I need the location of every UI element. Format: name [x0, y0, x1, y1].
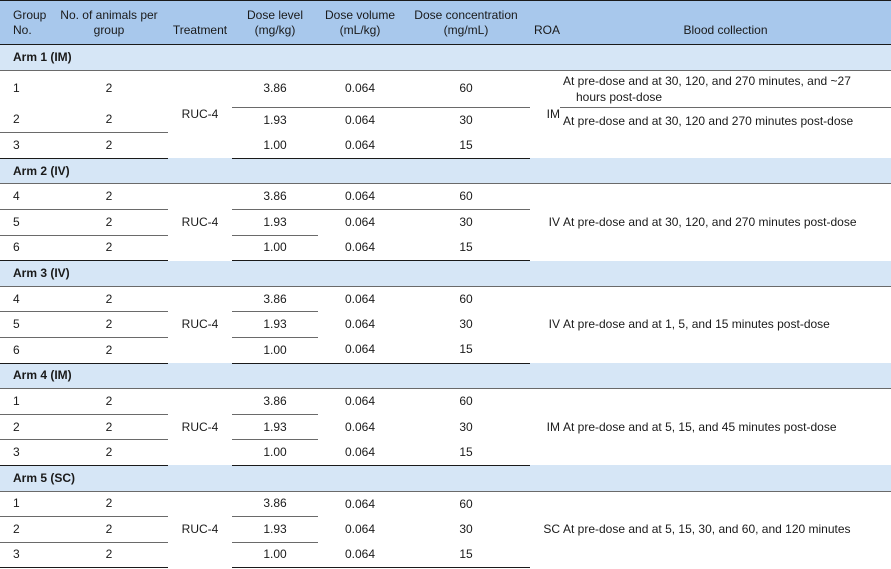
animals-cell: 2	[50, 70, 168, 107]
dose-level-cell: 1.93	[232, 312, 318, 338]
roa-cell: IM	[530, 389, 560, 466]
blood-collection-line: At pre-dose and at 30, 120, and 270 minutes, and ~27	[563, 73, 851, 88]
header-animals: No. of animals per group	[50, 1, 168, 45]
header-treatment: Treatment	[168, 1, 232, 45]
blood-collection-cell: At pre-dose and at 5, 15, and 45 minutes post-dose	[560, 389, 891, 466]
arm-heading-row	[0, 45, 891, 71]
dose-volume-cell: 0.064	[318, 491, 402, 517]
arm-title: Arm 4 (IM)	[0, 363, 891, 389]
treatment-cell: RUC-4	[168, 286, 232, 363]
dose-level-cell: 1.00	[232, 235, 318, 261]
header-dose-concentration: Dose concentration (mg/mL)	[402, 1, 530, 45]
animals-cell: 2	[50, 337, 168, 363]
arm-title: Arm 2 (IV)	[0, 158, 891, 184]
concentration-cell: 15	[402, 133, 530, 159]
group-cell: 2	[0, 414, 50, 440]
header-dose-level: Dose level (mg/kg)	[232, 1, 318, 45]
blood-collection-line: hours post-dose	[576, 89, 663, 104]
dose-level-cell: 3.86	[232, 286, 318, 312]
treatment-cell: RUC-4	[168, 389, 232, 466]
dose-level-cell: 1.00	[232, 337, 318, 363]
animals-cell: 2	[50, 414, 168, 440]
table-header-row	[0, 1, 891, 45]
roa-cell: IV	[530, 286, 560, 363]
concentration-cell: 60	[402, 389, 530, 415]
concentration-cell: 30	[459, 521, 473, 536]
group-cell: 3	[0, 440, 50, 466]
animals-cell: 2	[50, 389, 168, 415]
treatment-cell: RUC-4	[168, 70, 232, 158]
blood-collection-cell: At pre-dose and at 30, 120, and 270 minutes post-dose	[560, 184, 891, 261]
dose-volume-cell: 0.064	[318, 133, 402, 159]
animals-cell: 2	[105, 112, 113, 127]
dose-volume-cell: 0.064	[318, 184, 402, 210]
group-cell: 5	[0, 209, 50, 235]
group-cell: 3	[0, 133, 50, 159]
arm-heading-row	[0, 363, 891, 389]
arm-title: Arm 5 (SC)	[0, 465, 891, 491]
blood-collection-cell: At pre-dose and at 30, 120 and 270 minutes post-dose	[560, 107, 891, 158]
concentration-cell: 60	[402, 70, 530, 107]
concentration-cell: 15	[402, 542, 530, 568]
blood-collection-cell: At pre-dose and at 1, 5, and 15 minutes post-dose	[560, 286, 891, 363]
header-roa: ROA	[530, 1, 560, 45]
dose-level-cell: 1.93	[232, 107, 318, 133]
roa-cell: IV	[530, 184, 560, 261]
animals-cell: 2	[50, 312, 168, 338]
group-cell: 4	[0, 184, 50, 210]
dose-volume-cell: 0.064	[344, 317, 376, 332]
group-cell: 1	[0, 70, 50, 107]
concentration-cell: 30	[402, 107, 530, 133]
animals-cell: 2	[50, 209, 168, 235]
concentration-cell: 60	[402, 286, 530, 312]
dose-level-cell: 1.93	[232, 517, 318, 543]
dose-level-cell: 3.86	[232, 491, 318, 517]
animals-cell: 2	[50, 542, 168, 568]
blood-collection-cell: At pre-dose and at 5, 15, 30, and 60, and 120 minutes	[560, 491, 891, 568]
concentration-cell: 15	[402, 440, 530, 466]
dose-volume-cell: 0.064	[318, 337, 402, 363]
group-cell: 3	[0, 542, 50, 568]
table-row	[0, 70, 891, 107]
dose-volume-cell: 0.064	[318, 235, 402, 261]
dose-level-cell: 1.00	[232, 133, 318, 159]
animals-cell: 2	[50, 517, 168, 543]
group-cell: 1	[0, 491, 50, 517]
dose-volume-cell: 0.064	[318, 286, 402, 312]
dose-volume-cell: 0.064	[318, 209, 402, 235]
table-row	[0, 184, 891, 210]
group-cell: 5	[0, 312, 50, 338]
header-group-no: Group No.	[0, 1, 50, 45]
arm-heading-row	[0, 465, 891, 491]
roa-cell: SC	[530, 491, 560, 568]
arm-heading-row	[0, 158, 891, 184]
group-cell: 2	[13, 112, 20, 127]
dose-volume-cell: 0.064	[318, 107, 402, 133]
table-row	[0, 286, 891, 312]
concentration-cell: 60	[402, 184, 530, 210]
dose-level-cell: 3.86	[232, 389, 318, 415]
dose-volume-cell: 0.064	[318, 389, 402, 415]
table-row	[0, 107, 891, 133]
treatment-cell: RUC-4	[168, 184, 232, 261]
group-cell: 2	[0, 517, 50, 543]
dose-volume-cell: 0.064	[318, 70, 402, 107]
arm-title: Arm 1 (IM)	[0, 45, 891, 71]
dose-volume-cell: 0.064	[344, 521, 376, 536]
animals-cell: 2	[50, 440, 168, 466]
arm-heading-row	[0, 261, 891, 287]
animals-cell: 2	[50, 184, 168, 210]
dose-volume-cell: 0.064	[344, 419, 376, 434]
arm-title: Arm 3 (IV)	[0, 261, 891, 287]
table-row	[0, 491, 891, 517]
group-cell: 4	[0, 286, 50, 312]
concentration-cell: 30	[459, 317, 473, 332]
concentration-cell: 30	[459, 419, 473, 434]
dose-level-cell: 3.86	[232, 70, 318, 107]
header-blood-collection: Blood collection	[560, 1, 891, 45]
group-cell: 6	[0, 337, 50, 363]
concentration-cell: 30	[402, 209, 530, 235]
table-row	[0, 389, 891, 415]
concentration-cell: 15	[402, 235, 530, 261]
dose-volume-cell: 0.064	[318, 440, 402, 466]
header-dose-volume: Dose volume (mL/kg)	[318, 1, 402, 45]
animals-cell: 2	[50, 286, 168, 312]
group-cell: 1	[0, 389, 50, 415]
dose-level-cell: 1.93	[232, 209, 318, 235]
blood-collection-cell	[560, 70, 891, 107]
group-cell: 6	[0, 235, 50, 261]
dose-level-cell: 3.86	[232, 184, 318, 210]
dose-level-cell: 1.00	[232, 542, 318, 568]
animals-cell: 2	[50, 491, 168, 517]
dose-level-cell: 1.00	[232, 440, 318, 466]
roa-cell: IM	[530, 70, 560, 158]
treatment-cell: RUC-4	[168, 491, 232, 568]
dose-level-cell: 1.93	[232, 414, 318, 440]
dose-volume-cell: 0.064	[318, 542, 402, 568]
animals-cell: 2	[50, 133, 168, 159]
concentration-cell: 15	[402, 337, 530, 363]
concentration-cell: 60	[402, 491, 530, 517]
animals-cell: 2	[50, 235, 168, 261]
